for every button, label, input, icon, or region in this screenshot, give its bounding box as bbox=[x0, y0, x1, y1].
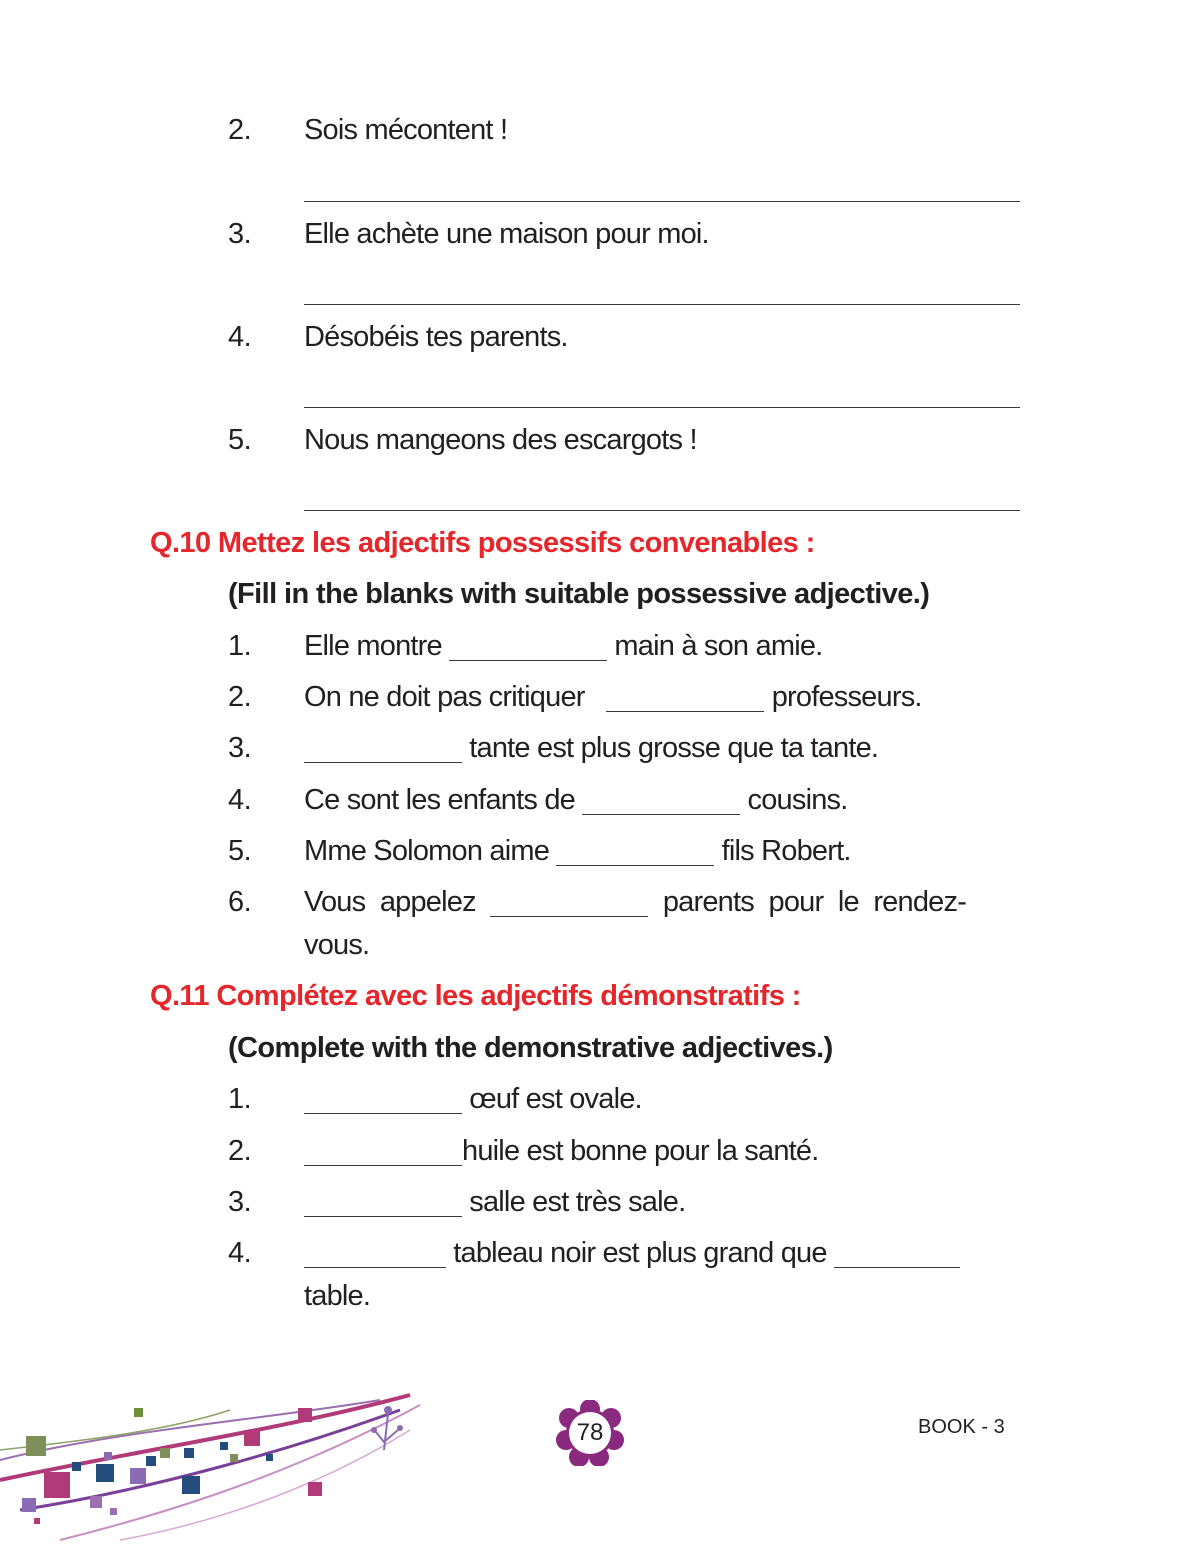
list-item bbox=[304, 1083, 642, 1116]
fill-blank[interactable] bbox=[304, 1113, 462, 1114]
list-item bbox=[304, 1186, 685, 1219]
book-label: BOOK - 3 bbox=[918, 1416, 1005, 1438]
item-number: 2. bbox=[228, 681, 252, 713]
item-number: 4. bbox=[228, 321, 252, 353]
q11-heading: Q.11 Complétez avec les adjectifs démonstratifs : bbox=[150, 980, 801, 1012]
item-sentence: Désobéis tes parents. bbox=[304, 321, 568, 353]
item-number: 1. bbox=[228, 630, 252, 662]
item-number: 4. bbox=[228, 784, 252, 816]
list-item bbox=[304, 784, 848, 817]
item-continuation: vous. bbox=[304, 929, 370, 961]
item-text-after: œuf est ovale. bbox=[469, 1083, 642, 1115]
item-number: 3. bbox=[228, 732, 252, 764]
item-number: 4. bbox=[228, 1237, 252, 1269]
q10-subheading: (Fill in the blanks with suitable possessive adjective.) bbox=[228, 578, 930, 610]
item-sentence: Elle achète une maison pour moi. bbox=[304, 218, 709, 250]
item-number: 6. bbox=[228, 886, 252, 918]
item-text-before: Ce sont les enfants de bbox=[304, 784, 575, 816]
item-text-before: Mme Solomon aime bbox=[304, 835, 550, 867]
item-sentence: Nous mangeons des escargots ! bbox=[304, 424, 697, 456]
list-item bbox=[304, 1237, 960, 1270]
fill-blank[interactable] bbox=[449, 660, 607, 661]
answer-line[interactable] bbox=[304, 510, 1020, 511]
item-text-after: tableau noir est plus grand que bbox=[453, 1237, 827, 1269]
item-number: 1. bbox=[228, 1083, 252, 1115]
item-text-after: tante est plus grosse que ta tante. bbox=[469, 732, 879, 764]
item-text-before: Vous appelez bbox=[304, 886, 476, 918]
item-text-before: On ne doit pas critiquer bbox=[304, 681, 585, 713]
fill-blank[interactable] bbox=[304, 1267, 446, 1268]
item-text-after: huile est bonne pour la santé. bbox=[462, 1135, 819, 1167]
fill-blank[interactable] bbox=[834, 1267, 960, 1268]
answer-line[interactable] bbox=[304, 304, 1020, 305]
q10-heading: Q.10 Mettez les adjectifs possessifs convenables : bbox=[150, 527, 815, 559]
item-number: 5. bbox=[228, 835, 252, 867]
item-text-before: Elle montre bbox=[304, 630, 442, 662]
item-number: 5. bbox=[228, 424, 252, 456]
item-text-after: cousins. bbox=[747, 784, 848, 816]
item-text-after: fils Robert. bbox=[721, 835, 851, 867]
fill-blank[interactable] bbox=[304, 762, 462, 763]
item-text-after: professeurs. bbox=[771, 681, 922, 713]
page-number-badge bbox=[555, 1400, 625, 1466]
list-item bbox=[304, 1135, 819, 1168]
list-item bbox=[304, 886, 966, 919]
list-item bbox=[304, 835, 851, 868]
list-item bbox=[304, 732, 878, 765]
fill-blank[interactable] bbox=[606, 711, 764, 712]
item-text-after: main à son amie. bbox=[614, 630, 823, 662]
q11-subheading: (Complete with the demonstrative adjectives.) bbox=[228, 1032, 833, 1064]
fill-blank[interactable] bbox=[490, 916, 648, 917]
answer-line[interactable] bbox=[304, 407, 1020, 408]
item-sentence: Sois mécontent ! bbox=[304, 114, 508, 146]
fill-blank[interactable] bbox=[582, 814, 740, 815]
decorative-swoosh bbox=[0, 1390, 430, 1550]
item-number: 2. bbox=[228, 114, 252, 146]
item-number: 2. bbox=[228, 1135, 252, 1167]
item-continuation: table. bbox=[304, 1280, 371, 1312]
item-text-after: parents pour le rendez- bbox=[662, 886, 967, 918]
item-number: 3. bbox=[228, 1186, 252, 1218]
fill-blank[interactable] bbox=[304, 1165, 462, 1166]
item-number: 3. bbox=[228, 218, 252, 250]
fill-blank[interactable] bbox=[304, 1216, 462, 1217]
fill-blank[interactable] bbox=[556, 865, 714, 866]
answer-line[interactable] bbox=[304, 201, 1020, 202]
item-text-after: salle est très sale. bbox=[469, 1186, 686, 1218]
list-item bbox=[304, 630, 822, 663]
page-number: 78 bbox=[576, 1419, 604, 1446]
list-item bbox=[304, 681, 922, 714]
